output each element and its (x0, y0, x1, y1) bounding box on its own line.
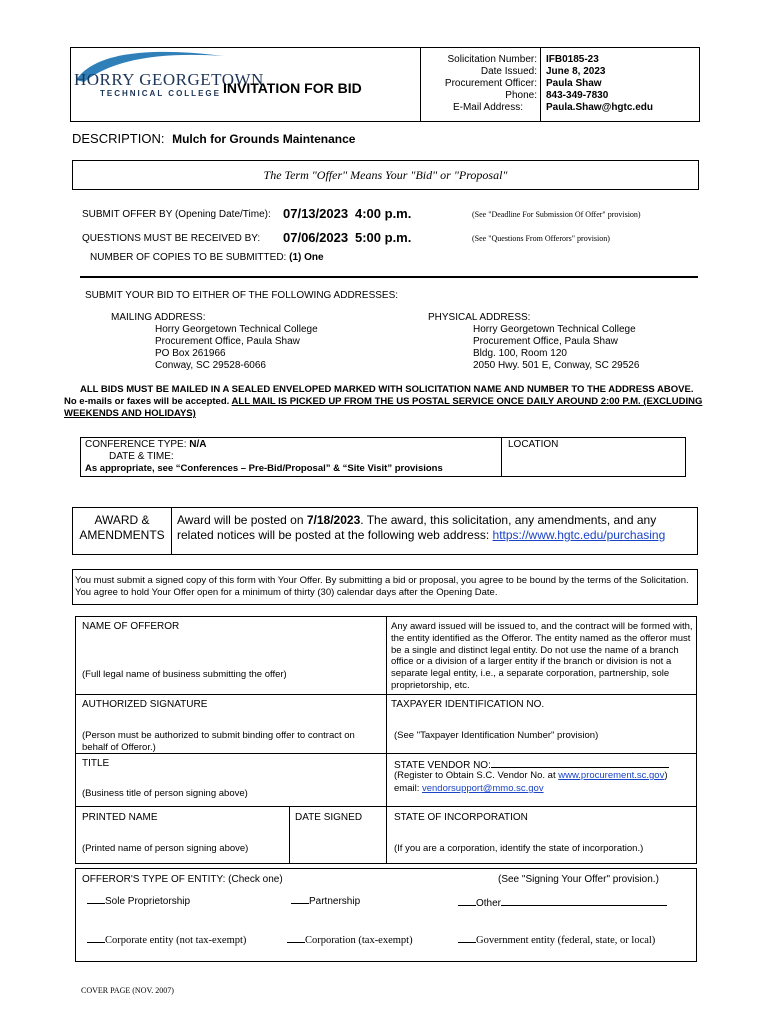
award-label-line2: AMENDMENTS (79, 528, 165, 542)
submit-date: 07/13/2023 (283, 206, 349, 221)
physical-address (473, 324, 639, 372)
procurement-link[interactable]: www.procurement.sc.gov (558, 770, 665, 781)
questions-label: QUESTIONS MUST BE RECEIVED BY: (82, 233, 261, 244)
header-labels (424, 54, 537, 114)
mailing-label: MAILING ADDRESS: (111, 312, 206, 323)
option-partnership[interactable] (291, 896, 360, 907)
title-label: TITLE (82, 758, 110, 769)
option-other[interactable] (458, 896, 667, 909)
description-value: Mulch for Grounds Maintenance (172, 132, 356, 146)
description-label: DESCRIPTION: (72, 131, 165, 146)
phone-label: Phone: (505, 90, 537, 101)
form-vdivider (386, 616, 387, 864)
tin-note: (See "Taxpayer Identification Number" provision) (394, 730, 599, 741)
entity-heading: OFFEROR'S TYPE OF ENTITY: (Check one) (82, 874, 283, 885)
submit-note: (See "Deadline For Submission Of Offer" provision) (472, 210, 641, 219)
header-divider (420, 47, 421, 122)
award-label (74, 513, 170, 543)
name-input[interactable] (80, 634, 380, 666)
mailing-line: Horry Georgetown Technical College (155, 324, 318, 335)
option-label: Sole Proprietorship (105, 896, 191, 907)
physical-line: Horry Georgetown Technical College (473, 324, 636, 335)
copies-value: (1) One (289, 252, 324, 263)
mailing-line: Procurement Office, Paula Shaw (155, 336, 300, 347)
checkbox-blank[interactable] (458, 942, 476, 943)
submit-time: 4:00 p.m. (355, 206, 412, 221)
option-label: Corporation (tax-exempt) (305, 935, 413, 946)
term-note: The Term "Offer" Means Your "Bid" or "Proposal" (263, 168, 508, 182)
signed-copy-text: You must submit a signed copy of this form with Your Offer. By submitting a bid or proposal, you agree to be bound by the terms of the Solicitation. You agree to hold Your Offer open for a minimum of thirty (30) calendar days after the Opening Date. (75, 575, 689, 598)
mailing-line: PO Box 261966 (155, 348, 226, 359)
option-corporate-entity[interactable] (87, 935, 246, 946)
award-text1: Award will be posted on (177, 513, 307, 527)
entity-note: (See "Signing Your Offer" provision.) (498, 874, 659, 885)
location-label: LOCATION (508, 439, 559, 450)
date-signed-input[interactable] (293, 824, 383, 860)
physical-line: Bldg. 100, Room 120 (473, 348, 567, 359)
checkbox-blank[interactable] (291, 903, 309, 904)
header-values (546, 54, 653, 114)
award-divider (171, 507, 172, 555)
form-row-divider (75, 806, 697, 807)
email-label: E-Mail Address: (452, 102, 523, 113)
mailing-line: Conway, SC 29528-6066 (155, 360, 266, 371)
title-note: (Business title of person signing above) (82, 788, 248, 799)
date-issued-value: June 8, 2023 (546, 66, 606, 77)
option-label: Partnership (309, 896, 361, 907)
option-label: Government entity (federal, state, or local) (476, 935, 656, 946)
page-footer: COVER PAGE (NOV. 2007) (81, 986, 174, 995)
procurement-officer-value: Paula Shaw (546, 78, 602, 89)
option-sole-proprietorship[interactable] (87, 896, 190, 907)
email-row (394, 783, 544, 794)
award-url-link[interactable]: https://www.hgtc.edu/purchasing (492, 528, 666, 542)
notice-part2: ALL MAIL IS PICKED UP FROM THE US POSTAL SERVICE ONCE DAILY AROUND 2:00 P.M. (EXCLUDING WEEKENDS AND HOLIDAYS) (64, 396, 703, 419)
option-label: Corporate entity (not tax-exempt) (105, 935, 247, 946)
form-row-divider (75, 753, 697, 754)
title-input[interactable] (80, 770, 380, 786)
award-text (177, 513, 692, 543)
signature-note: (Person must be authorized to submit binding offer to contract on behalf of Offeror.) (82, 730, 355, 753)
printed-name-input[interactable] (80, 824, 285, 840)
logo-line1: HORRY GEORGETOWN (74, 70, 264, 89)
logo-line2: TECHNICAL COLLEGE (100, 89, 221, 98)
vendor-note2: ) (664, 770, 668, 781)
vendor-note (394, 770, 668, 782)
conference-divider (501, 437, 502, 477)
copies-row (90, 252, 324, 263)
physical-line: Procurement Office, Paula Shaw (473, 336, 618, 347)
award-text2: . The award, this solicitation, any amendments, and any related notices will be posted at the following web address: (177, 513, 657, 542)
questions-time: 5:00 p.m. (355, 230, 412, 245)
form-row-divider (75, 694, 697, 695)
vendor-email-link[interactable]: vendorsupport@mmo.sc.gov (421, 783, 544, 794)
conference-type-value: N/A (189, 439, 207, 450)
checkbox-blank[interactable] (87, 903, 105, 904)
conference-datetime-label: DATE & TIME: (109, 451, 174, 462)
option-government-entity[interactable] (458, 935, 655, 946)
email-value: Paula.Shaw@hgtc.edu (546, 102, 653, 113)
vendor-note1: (Register to Obtain S.C. Vendor No. at (394, 770, 559, 781)
option-corporation-tax-exempt[interactable] (287, 935, 413, 946)
solicitation-number-value: IFB0185-23 (546, 54, 599, 65)
signature-input[interactable] (80, 711, 380, 729)
name-label: NAME OF OFFEROR (82, 621, 180, 632)
mailing-notice (64, 384, 707, 420)
tin-label: TAXPAYER IDENTIFICATION NO. (391, 699, 545, 710)
addresses-heading: SUBMIT YOUR BID TO EITHER OF THE FOLLOWING ADDRESSES: (85, 290, 399, 301)
checkbox-blank[interactable] (287, 942, 305, 943)
college-logo (74, 50, 264, 100)
vendor-label: STATE VENDOR NO: (394, 760, 491, 771)
conference-content (85, 439, 443, 475)
submit-label: SUBMIT OFFER BY (Opening Date/Time): (82, 209, 271, 220)
questions-date: 07/06/2023 (283, 230, 349, 245)
other-blank[interactable] (501, 896, 667, 906)
questions-note: (See "Questions From Offerors" provision) (472, 234, 610, 243)
form-inner-divider (289, 806, 290, 864)
procurement-officer-label: Procurement Officer: (444, 78, 537, 89)
date-issued-label: Date Issued: (480, 66, 537, 77)
incorporation-note: (If you are a corporation, identify the state of incorporation.) (394, 843, 644, 854)
printed-name-label: PRINTED NAME (82, 812, 158, 823)
award-label-line1: AWARD & (94, 513, 150, 527)
physical-line: 2050 Hwy. 501 E, Conway, SC 29526 (473, 360, 640, 371)
checkbox-blank[interactable] (458, 905, 476, 906)
header-divider-2 (540, 47, 541, 122)
term-box (72, 160, 699, 190)
solicitation-number-label: Solicitation Number: (447, 54, 537, 65)
mailing-address (155, 324, 318, 372)
doc-title: INVITATION FOR BID (223, 80, 362, 96)
copies-label: NUMBER OF COPIES TO BE SUBMITTED: (90, 252, 287, 263)
checkbox-blank[interactable] (87, 942, 105, 943)
phone-value: 843-349-7830 (546, 90, 609, 101)
physical-label: PHYSICAL ADDRESS: (428, 312, 531, 323)
conference-note: As appropriate, see “Conferences – Pre-Bid/Proposal” & “Site Visit” provisions (85, 463, 443, 474)
vendor-blank[interactable] (491, 758, 669, 768)
signature-label: AUTHORIZED SIGNATURE (82, 699, 208, 710)
printed-name-note: (Printed name of person signing above) (82, 843, 249, 854)
award-date: 7/18/2023 (306, 513, 361, 527)
option-label: Other (476, 898, 502, 909)
conference-type-label: CONFERENCE TYPE: (85, 439, 187, 450)
description-row (72, 131, 355, 146)
incorporation-label: STATE OF INCORPORATION (394, 812, 528, 823)
name-note: (Full legal name of business submitting the offer) (82, 669, 287, 680)
award-entity-note: Any award issued will be issued to, and the contract will be formed with, the entity identified as the Offeror. The entity named as the offeror must be a single and distinct legal entity. Do not use the name of a branch office or a division of a larger entity if the branch or division is not a separate legal entity, i.e., a separate corporation, partnership, sole proprietorship, etc. (391, 621, 693, 691)
date-signed-label: DATE SIGNED (295, 812, 363, 823)
notice-part1: ALL BIDS MUST BE MAILED IN A SEALED ENVELOPED MARKED WITH SOLICITATION NAME AND NUMBER TO THE ADDRESS ABOVE. No e-mails or faxes will be accepted. (64, 384, 694, 407)
vendor-email-label: email: (394, 783, 422, 794)
section-divider (80, 276, 698, 278)
